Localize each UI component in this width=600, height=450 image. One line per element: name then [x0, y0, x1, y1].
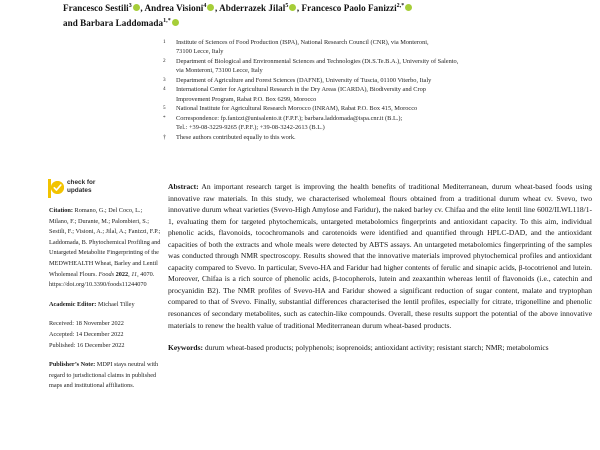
equal-contribution-row: [163, 133, 591, 142]
publishers-note-block: [49, 360, 163, 392]
affiliation-text: [176, 76, 591, 85]
accepted-value: 14 December 2022: [75, 330, 124, 338]
affiliation-line: Department of Biological and Environmental Sciences and Technologies (Di.S.Te.B.A.), University of Salento,: [176, 57, 459, 65]
affiliation-line: 73100 Lecce, Italy: [176, 48, 224, 56]
author-affiliation-marker: 2,*: [396, 3, 405, 9]
abstract-label: Abstract:: [168, 182, 199, 191]
author-name: Francesco Paolo Fanizzi: [301, 3, 397, 14]
publication-dates-block: [49, 319, 163, 351]
affiliation-row: [163, 76, 591, 85]
abstract-section: [168, 181, 592, 331]
author-list: [63, 0, 573, 30]
correspondence-emails[interactable]: Correspondence: fp.fanizzi@unisalento.it (F.P.F.); barbara.laddomada@ispa.cnr.it (B.L.);: [176, 114, 403, 122]
author-affiliation-marker: 1,*: [163, 18, 171, 25]
affiliation-line: Institute of Sciences of Food Production (ISPA), National Research Council (CNR), via Monteroni,: [176, 39, 429, 46]
citation-doi-link[interactable]: https://doi.org/10.3390/foods11244070: [49, 281, 147, 289]
citation-authors: Romano, G.; Del Coco, L.; Milano, F.; Durante, M.; Palombieri, S.; Sestili, F.; Visioni, A.; Jilal, A.; Fanizzi, F.P.; Laddomada, B.: [49, 207, 161, 246]
affiliation-line: Improvement Program, Rabat P.O. Box 6299, Morocco: [176, 95, 317, 103]
affiliation-line: via Monteroni, 73100 Lecce, Italy: [176, 67, 263, 75]
orcid-icon[interactable]: [405, 4, 412, 11]
affiliation-marker: 5: [163, 105, 166, 112]
correspondence-phones: Tel.: +39-08-3229-9265 (F.P.F.); +39-08-3242-2613 (B.L.): [176, 124, 325, 132]
correspondence-row: [163, 114, 591, 133]
published-label: Published:: [49, 341, 76, 349]
publishers-note-label: Publisher’s Note:: [49, 361, 96, 369]
author-name: Andrea Visioni: [144, 3, 204, 14]
received-value: 18 November 2022: [75, 320, 124, 328]
affiliation-text: [176, 85, 591, 104]
author-name: Barbara Laddomada: [80, 18, 164, 29]
abstract-text: An important research target is improving the health benefits of traditional Mediterranean, durum wheat-based foods using innovative raw materials. In this study, we characterised wholemeal flours obtained from a traditional durum wheat cv. Svevo, two innovative durum wheat varieties (Svevo-High Amylose and Faridur), the naked barley cv. Chifaa and the elite lentil line 6002/ILWL118/1-1, evaluating them for targeted phytochemicals, untargeted metabolomics fingerprints and antioxidant capacity. To this aim, individual phenolic acids, flavonoids, tocochromanols and carotenoids were identified and quantified through HPLC-DAD, and the antioxidant capacities of both the extracts and whole meals were detected by ABTS assays. An untargeted metabolomics fingerprinting of the samples was conducted through NMR spectroscopy. Results showed that the innovative materials improved phytochemical profiles and antioxidant capacity compared to Svevo. In particular, Svevo-HA and Faridur had higher contents of ferulic and sinapic acids, β-tocotrienol and lutein. Moreover, Chifaa is a rich source of phenolic acids, β-tocopherols, lutein and zeaxanthin whereas lentil of flavonoids (i.e., catechin and procyanidin B2). The NMR profiles of Svevo-HA and Faridur showed a significant reduction of sugar content, malate and tryptophan compared to that of Svevo. Finally, substantial differences characterised the lentil profiles, especially for citrate, trigonelline and phenolic resonances of secondary metabolites, such as catechin-like compounds. Overall, these results support the potential of the above innovative materials to renew the health value of traditional Mediterranean durum wheat-based products.: [168, 182, 592, 330]
affiliation-line: National Institute for Agricultural Research Morocco (INRAM), Rabat P.O. Box 415, Morocco: [176, 105, 418, 113]
citation-volume: 11: [131, 270, 138, 278]
affiliation-text: [176, 104, 591, 113]
affiliation-marker: 1: [163, 39, 166, 45]
affiliation-list: [163, 38, 591, 142]
check-for-updates-badge[interactable]: [49, 178, 163, 201]
academic-editor-label: Academic Editor:: [49, 300, 97, 308]
equal-contribution-text: [176, 133, 591, 142]
keywords-label: Keywords:: [168, 343, 203, 353]
orcid-icon[interactable]: [207, 4, 214, 11]
equal-contribution-line: These authors contributed equally to this work.: [176, 133, 296, 141]
keywords-section: [168, 342, 592, 354]
citation-year: 2022: [115, 270, 129, 278]
citation-article-number: 4070: [140, 270, 153, 278]
orcid-icon[interactable]: [133, 4, 140, 11]
affiliation-marker: 4: [163, 86, 166, 93]
citation-label: Citation:: [49, 207, 73, 214]
author-line-2: [63, 15, 573, 30]
affiliation-text: [176, 57, 591, 76]
dagger-marker: †: [163, 133, 167, 141]
keywords-text: durum wheat-based products; polyphenols; isoprenoids; antioxidant activity; resistant starch; NMR; metabolomics: [204, 343, 549, 353]
academic-editor-name: Michael Tilley: [97, 300, 135, 308]
accepted-label: Accepted:: [49, 330, 75, 338]
author-separator: ,: [214, 3, 220, 14]
affiliation-row: [163, 104, 591, 113]
orcid-icon[interactable]: [172, 19, 179, 26]
published-date-row: [49, 341, 163, 352]
author-affiliation-marker: 4: [203, 3, 207, 9]
affiliation-row: [163, 38, 591, 57]
article-metadata-sidebar: [0, 178, 163, 401]
affiliation-marker: 2: [163, 57, 166, 64]
author-affiliation-marker: 3: [128, 3, 132, 9]
author-prefix: and: [63, 18, 81, 29]
citation-block: Citation: Romano, G.; Del Coco, L.; Milano, F.; Durante, M.; Palombieri, S.; Sestili, F.; Visioni, A.; Jilal, A.; Fanizzi, F.P.; Laddomada, B. Phytochemical Profiling and Untargeted Metabolite Fingerprinting of the MEDWHEALTH Wheat, Barley and Lentil Wholemeal Flours. Foods 2022, 11, 4070. https://doi.org/10.3390/foods11244070: [49, 207, 161, 289]
affiliation-line: Department of Agriculture and Forest Sciences (DAFNE), University of Tuscia, 01100 Viterbo, Italy: [176, 76, 432, 84]
author-separator: ,: [140, 3, 145, 14]
check-for-updates-label: [67, 179, 95, 196]
citation-title: Phytochemical Profiling and Untargeted Metabolite Fingerprinting of the MEDWHEALTH Wheat, Barley and Lentil Wholemeal Flours.: [49, 238, 161, 278]
author-line-1: [63, 0, 573, 15]
author-separator: ,: [296, 3, 302, 14]
citation-journal: Foods: [98, 270, 115, 278]
check-circle-icon: [51, 181, 64, 194]
article-main-column: [168, 181, 592, 354]
orcid-icon[interactable]: [289, 4, 296, 11]
academic-editor-block: [49, 300, 163, 311]
author-name: Abderrazek Jilal: [219, 3, 286, 14]
affiliation-line: International Center for Agricultural Research in the Dry Areas (ICARDA), Biodiversity and Crop: [176, 86, 426, 94]
badge-line-1: check for: [67, 179, 96, 186]
received-date-row: [49, 319, 163, 330]
affiliation-row: [163, 57, 591, 76]
publishers-note-text: MDPI stays neutral with regard to jurisdictional claims in published maps and institutional affiliations.: [49, 361, 159, 390]
affiliation-row: [163, 85, 591, 104]
affiliation-marker: *: [163, 114, 166, 121]
author-affiliation-marker: 5: [285, 3, 289, 9]
author-name: Francesco Sestili: [63, 3, 129, 14]
badge-line-2: updates: [67, 187, 92, 195]
accepted-date-row: [49, 330, 163, 341]
received-label: Received:: [49, 320, 74, 328]
affiliation-marker: 3: [163, 76, 166, 83]
affiliation-text: [176, 38, 591, 57]
correspondence-text: [176, 114, 591, 133]
published-value: 16 December 2022: [76, 341, 125, 349]
